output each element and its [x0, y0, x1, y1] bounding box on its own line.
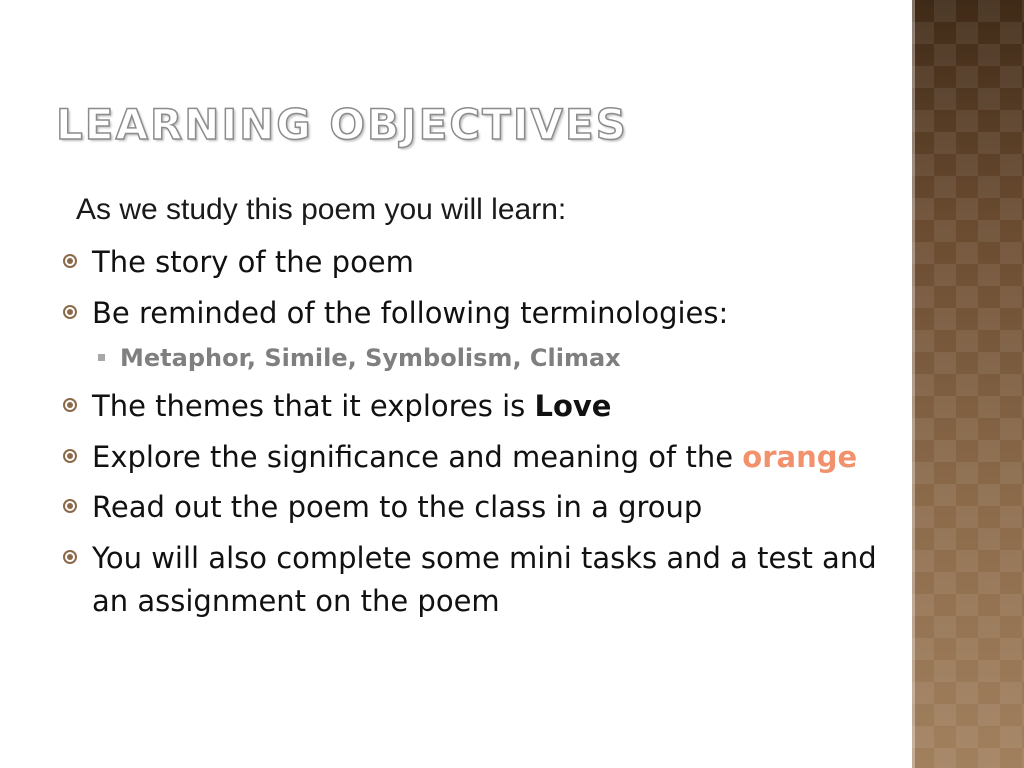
decorative-side-band	[912, 0, 1024, 768]
bullet-text: You will also complete some mini tasks and a test and an assignment on the poem	[92, 540, 877, 618]
list-item	[62, 292, 892, 336]
circle-dot-icon	[63, 305, 77, 319]
bullet-text: The themes that it explores is	[92, 389, 535, 423]
theme-love: Love	[534, 389, 612, 423]
objectives-list	[62, 241, 892, 624]
bullet-text: Read out the poem to the class in a group	[92, 490, 703, 524]
circle-dot-icon	[63, 550, 77, 564]
sub-list-item	[62, 340, 892, 376]
circle-dot-icon	[63, 398, 77, 412]
slide-title: LEARNING OBJECTIVES	[56, 100, 628, 149]
circle-dot-icon	[63, 254, 77, 268]
circle-dot-icon	[63, 499, 77, 513]
highlight-orange: orange	[742, 439, 858, 474]
list-item	[62, 486, 892, 530]
terminology-list: Metaphor, Simile, Symbolism, Climax	[120, 344, 621, 372]
list-item	[62, 537, 892, 624]
bullet-text: Be reminded of the following terminologies:	[92, 295, 729, 330]
list-item	[62, 241, 892, 285]
circle-dot-icon	[63, 449, 77, 463]
intro-text: As we study this poem you will learn:	[76, 193, 567, 226]
bullet-text: Explore the significance and meaning of the	[92, 439, 743, 474]
square-bullet-icon	[98, 354, 105, 361]
list-item	[62, 385, 892, 429]
bullet-text: The story of the poem	[92, 245, 414, 279]
slide-content	[62, 190, 892, 631]
list-item	[62, 436, 892, 480]
